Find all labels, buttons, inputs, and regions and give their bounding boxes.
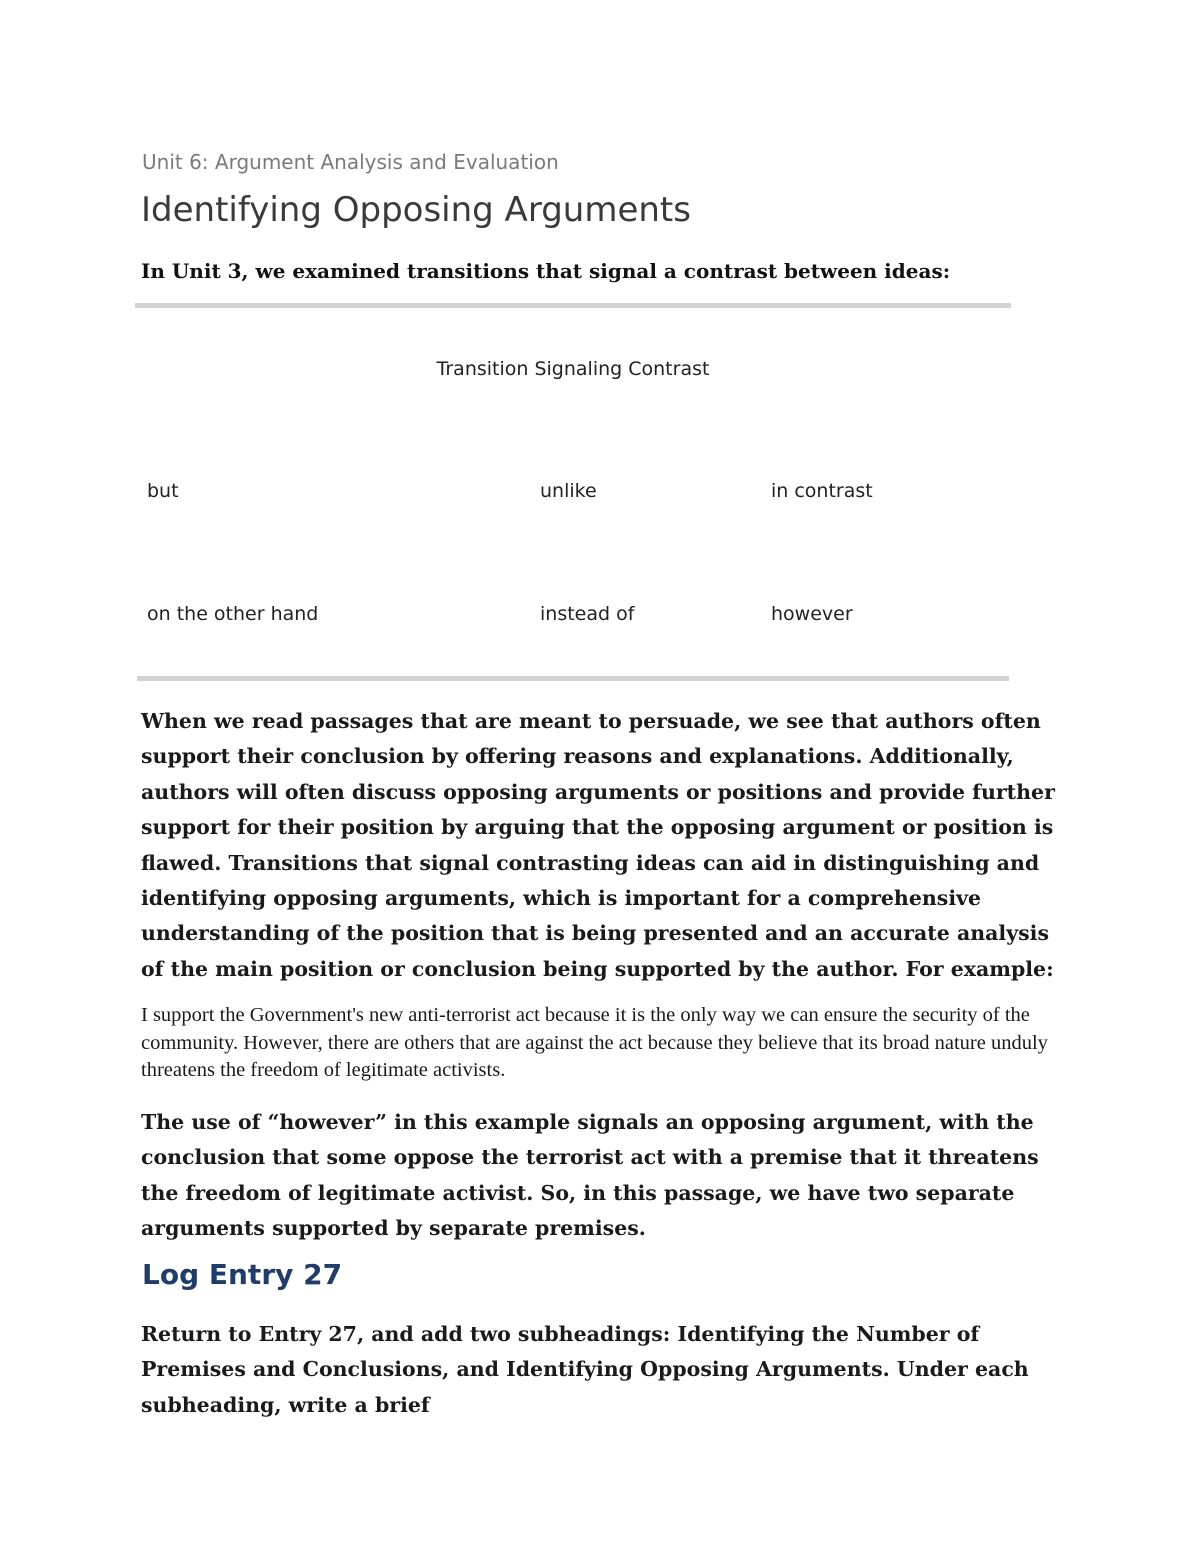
table-cell: on the other hand	[147, 603, 319, 625]
table-cell: unlike	[540, 480, 597, 502]
table-cell: instead of	[540, 603, 635, 625]
table-cell: however	[771, 603, 853, 625]
table-header: Transition Signaling Contrast	[436, 358, 710, 380]
body-paragraph: The use of “however” in this example signals an opposing argument, with the conclusion that some oppose the terrorist act with a premise that it threatens the freedom of legitimate activist. So, in this passage, we have two separate arguments supported by separate premises.	[141, 1110, 1039, 1241]
log-entry-text: Return to Entry 27, and add two subheadings: Identifying the Number of Premises and Conclusions, and Identifying Opposing Arguments. Under each subheading, write a brief	[141, 1322, 1029, 1417]
page-title: Identifying Opposing Arguments	[141, 190, 691, 230]
table-bottom-rule	[137, 676, 1009, 681]
example-quote: I support the Government's new anti-terrorist act because it is the only way we can ensure the security of the community. However, there are others that are against the act because they believe that its broad nature unduly threatens the freedom of legitimate activists.	[141, 1004, 1048, 1081]
unit-label: Unit 6: Argument Analysis and Evaluation	[142, 150, 559, 174]
body-paragraph: When we read passages that are meant to persuade, we see that authors often support their conclusion by offering reasons and explanations. Additionally, authors will often discuss opposing arguments or positions and provide further support for their position by arguing that the opposing argument or position is flawed. Transitions that signal contrasting ideas can aid in distinguishing and identifying opposing arguments, which is important for a comprehensive understanding of the position that is being presented and an accurate analysis of the main position or conclusion being supported by the author. For example:	[141, 709, 1055, 981]
intro-text: In Unit 3, we examined transitions that signal a contrast between ideas:	[141, 259, 951, 283]
table-top-rule	[135, 303, 1011, 308]
table-cell: in contrast	[771, 480, 873, 502]
log-entry-heading: Log Entry 27	[142, 1258, 343, 1291]
table-cell: but	[147, 480, 179, 502]
